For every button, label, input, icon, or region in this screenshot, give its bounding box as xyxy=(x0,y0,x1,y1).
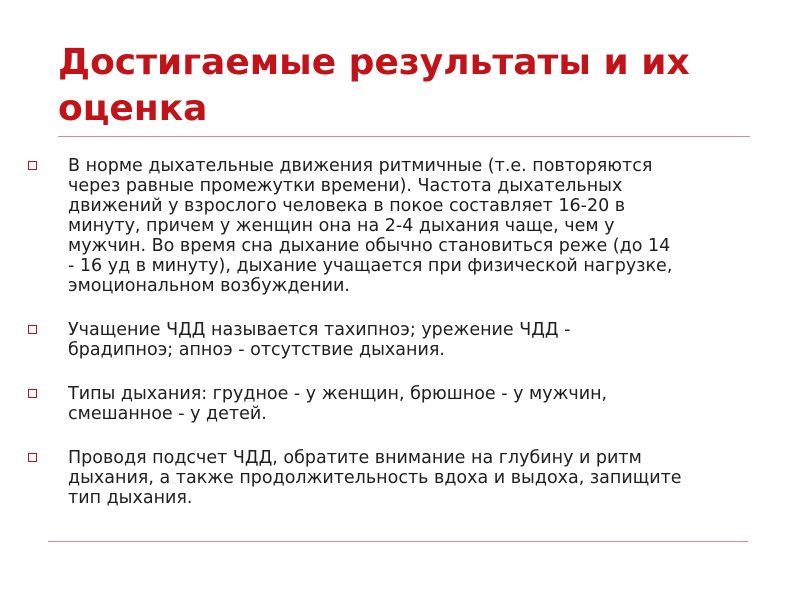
slide-title: Достигаемые результаты и их оценка xyxy=(58,42,690,129)
bullet-text: В норме дыхательные движения ритмичные (т.е. повторяются через равные промежутки времени). Частота дыхательных движений у взрослого человека в покое составляет 16-20 в минуту, причем у женщин она на 2-4 дыхания чаще, чем у мужчин. Во время сна дыхание обычно становиться реже (до 14 - 16 уд в минуту), дыхание учащается при физической нагрузке, эмоциональном возбуждении. xyxy=(68,156,673,296)
square-bullet-icon xyxy=(28,325,37,334)
bullet-item xyxy=(28,384,798,424)
bullet-text: Типы дыхания: грудное - у женщин, брюшное - у мужчин, смешанное - у детей. xyxy=(68,384,608,424)
square-bullet-icon xyxy=(28,389,37,398)
bullet-item xyxy=(28,156,798,296)
footer-divider xyxy=(48,541,748,542)
bullet-item xyxy=(28,320,798,360)
square-bullet-icon xyxy=(28,453,37,462)
bullet-list xyxy=(28,156,798,532)
bullet-item xyxy=(28,448,798,508)
title-divider xyxy=(58,136,750,137)
bullet-text: Проводя подсчет ЧДД, обратите внимание на глубину и ритм дыхания, а также продолжительность вдоха и выдоха, запищите тип дыхания. xyxy=(68,448,682,508)
square-bullet-icon xyxy=(28,161,37,170)
bullet-text: Учащение ЧДД называется тахипноэ; урежение ЧДД - брадипноэ; апноэ - отсутствие дыхания. xyxy=(68,320,571,360)
